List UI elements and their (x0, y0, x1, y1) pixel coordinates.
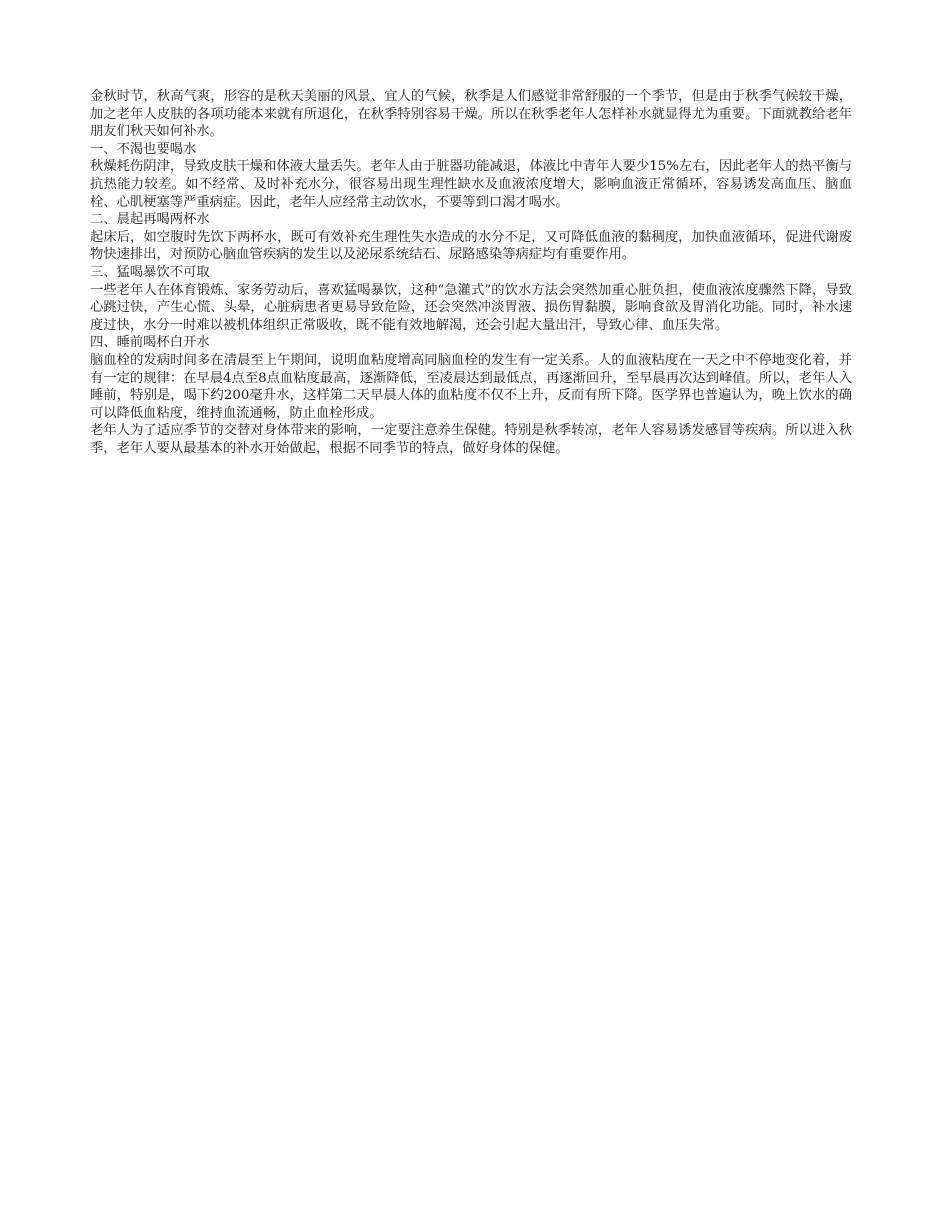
intro-paragraph: 金秋时节，秋高气爽，形容的是秋天美丽的风景、宜人的气候，秋季是人们感觉非常舒服的一个季节，但是由于秋季气候较干燥，加之老年人皮肤的各项功能本来就有所退化，在秋季特别容易干燥。所以在秋季老年人怎样补水就显得尤为重要。下面就教给老年朋友们秋天如何补水。 (90, 89, 852, 140)
section-body-1: 秋燥耗伤阴津，导致皮肤干燥和体液大量丢失。老年人由于脏器功能减退，体液比中青年人要少15%左右，因此老年人的热平衡与抗热能力较差。如不经常、及时补充水分，很容易出现生理性缺水及血液浓度增大，影响血液正常循环，容易诱发高血压、脑血栓、心肌梗塞等严重病症。因此，老年人应经常主动饮水，不要等到口渴才喝水。 (90, 159, 852, 210)
article-body (90, 88, 852, 457)
section-heading-4: 四、睡前喝杯白开水 (90, 335, 210, 351)
section-heading-3: 三、猛喝暴饮不可取 (90, 264, 210, 280)
section-heading-1: 一、不渴也要喝水 (90, 141, 197, 157)
section-body-4: 脑血栓的发病时间多在清晨至上午期间，说明血粘度增高同脑血栓的发生有一定关系。人的血液粘度在一天之中不停地变化着，并有一定的规律：在早晨4点至8点血粘度最高，逐渐降低，至凌晨达到最低点，再逐渐回升，至早晨再次达到峰值。所以，老年人入睡前，特别是，喝下约200毫升水，这样第二天早晨人体的血粘度不仅不上升，反而有所下降。医学界也普遍认为，晚上饮水的确可以降低血粘度，维持血流通畅，防止血栓形成。 (90, 352, 852, 421)
conclusion-paragraph: 老年人为了适应季节的交替对身体带来的影响，一定要注意养生保健。特别是秋季转凉，老年人容易诱发感冒等疾病。所以进入秋季，老年人要从最基本的补水开始做起，根据不同季节的特点，做好身体的保健。 (90, 423, 852, 456)
section-body-3: 一些老年人在体育锻炼、家务劳动后，喜欢猛喝暴饮，这种“急灌式”的饮水方法会突然加重心脏负担，使血液浓度骤然下降，导致心跳过快，产生心慌、头晕，心脏病患者更易导致危险，还会突然冲淡胃液、损伤胃黏膜，影响食欲及胃消化功能。同时，补水速度过快，水分一时难以被机体组织正常吸收，既不能有效地解渴，还会引起大量出汗，导致心律、血压失常。 (90, 282, 852, 333)
section-body-2: 起床后，如空腹时先饮下两杯水，既可有效补充生理性失水造成的水分不足，又可降低血液的黏稠度，加快血液循环，促进代谢废物快速排出，对预防心脑血管疾病的发生以及泌尿系统结石、尿路感染等病症均有重要作用。 (90, 229, 852, 263)
section-heading-2: 二、晨起再喝两杯水 (90, 212, 210, 228)
